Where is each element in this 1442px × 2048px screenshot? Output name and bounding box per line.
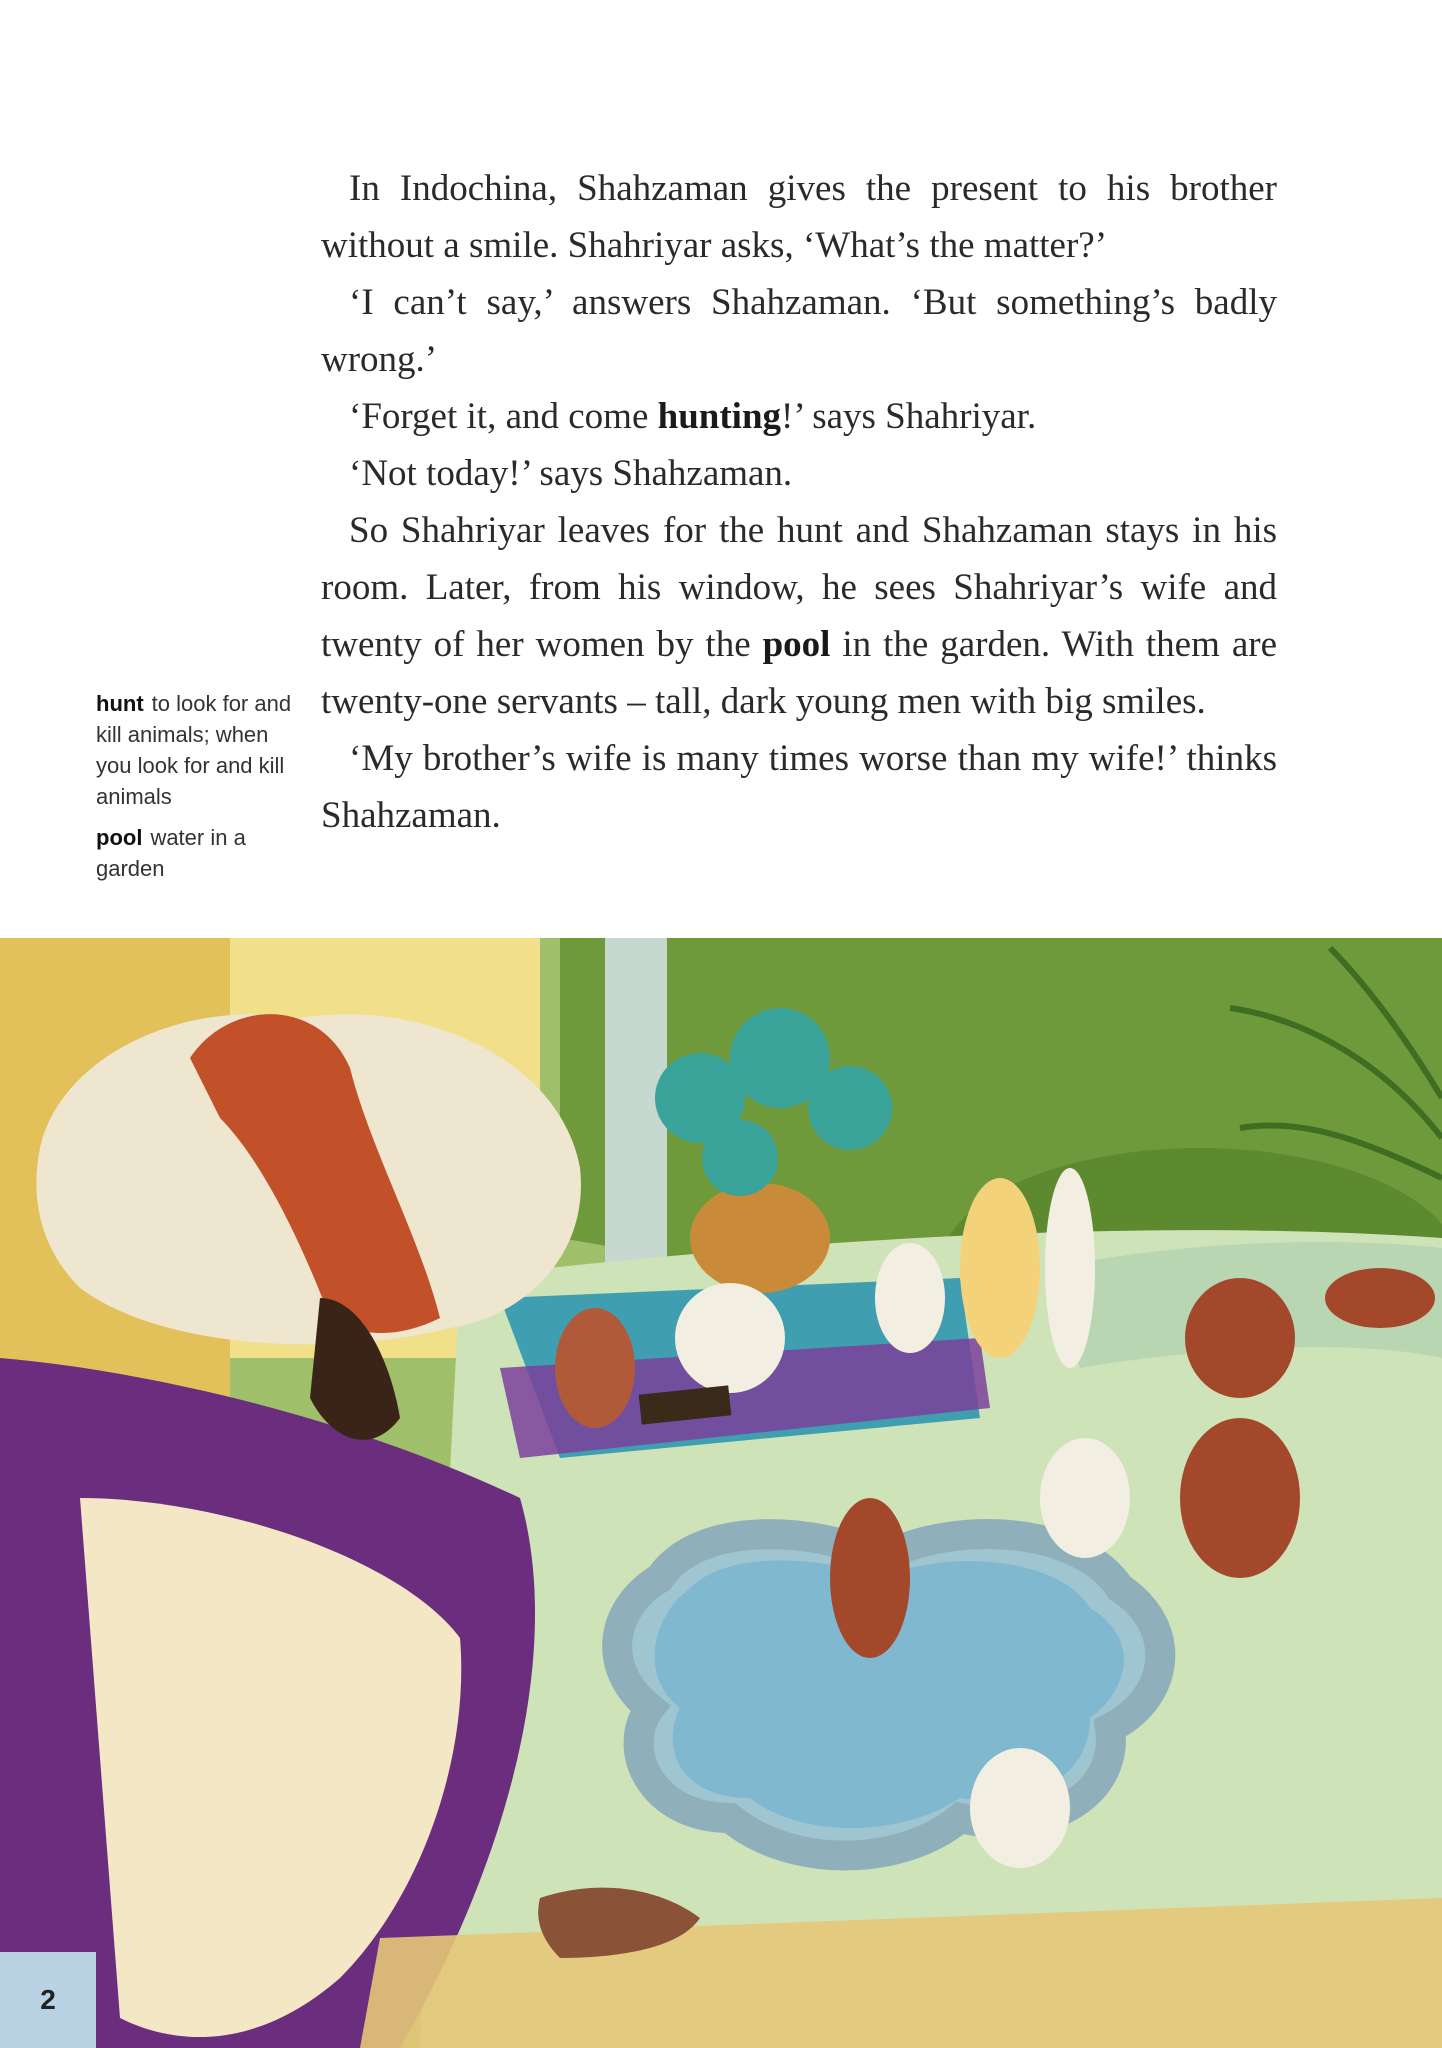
glossary-entry: [96, 688, 296, 812]
illustration-canvas: [0, 938, 1442, 2048]
story-text: [321, 160, 1277, 844]
glossary-definition: to look for and kill animals; when you look for and kill animals: [96, 691, 292, 809]
plant-pot: [690, 1183, 830, 1293]
paragraph-1: In Indochina, Shahzaman gives the present to his brother without a smile. Shahriyar asks, ‘What’s the matter?’: [321, 168, 1277, 266]
glossary-entry: [96, 822, 296, 884]
paragraph-6: ‘My brother’s wife is many times worse than my wife!’ thinks Shahzaman.: [321, 738, 1277, 836]
paragraph-4: ‘Not today!’ says Shahzaman.: [349, 453, 793, 494]
paragraph-5: So Shahriyar leaves for the hunt and Shahzaman stays in his room. Later, from his window, he sees Shahriyar’s wife and twenty of her women by the pool in the garden. With them are twenty-one servants – tall, dark young men with big smiles.: [321, 510, 1277, 722]
glossary-term-hunting: hunting: [657, 396, 782, 437]
paragraph-2: ‘I can’t say,’ answers Shahzaman. ‘But something’s badly wrong.’: [321, 282, 1277, 380]
page-number-tab: 2: [0, 1952, 96, 2048]
glossary-definition: water in a garden: [96, 825, 246, 881]
paragraph-3: ‘Forget it, and come hunting!’ says Shahriyar.: [349, 396, 1037, 437]
glossary-term-pool: pool: [762, 624, 831, 665]
glossary-sidebar: [96, 688, 296, 894]
glossary-word: pool: [96, 825, 143, 850]
garden-illustration: [0, 938, 1442, 2048]
glossary-word: hunt: [96, 691, 144, 716]
